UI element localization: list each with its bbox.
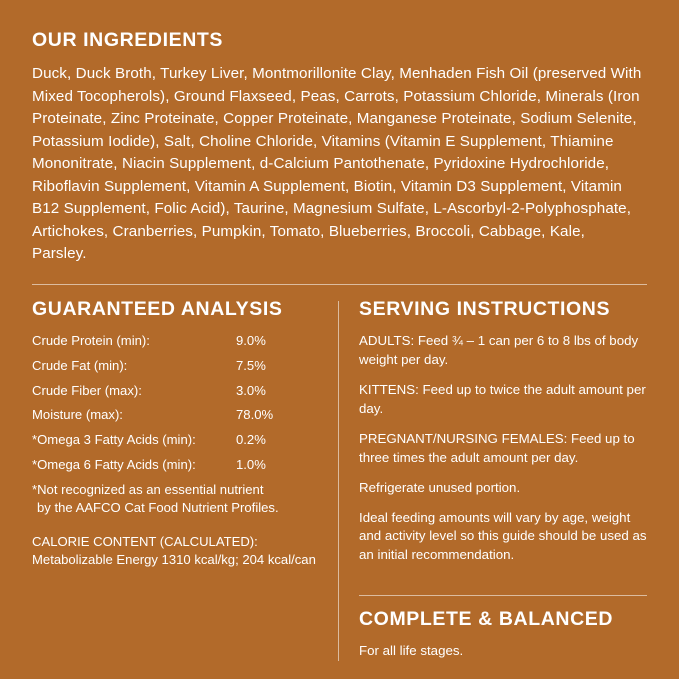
spacer <box>359 576 647 587</box>
nutrient-name: Crude Protein (min): <box>32 333 150 349</box>
guaranteed-analysis-title: GUARANTEED ANALYSIS <box>32 297 283 320</box>
serving-instruction-item: PREGNANT/NURSING FEMALES: Feed up to three times the adult amount per day. <box>359 430 635 465</box>
horizontal-divider <box>32 284 647 285</box>
table-row <box>32 357 320 382</box>
nutrient-name: Crude Fiber (max): <box>32 382 142 398</box>
serving-instruction-item: Ideal feeding amounts will vary by age, weight and activity level so this guide should be used as an initial recommendation. <box>359 509 647 563</box>
calorie-content-title: CALORIE CONTENT (CALCULATED): <box>32 533 258 549</box>
nutrient-value: 7.5% <box>236 358 266 374</box>
guaranteed-analysis-table <box>32 332 320 480</box>
calorie-content-value: Metabolizable Energy 1310 kcal/kg; 204 kcal/can <box>32 552 316 568</box>
serving-instruction-item: ADULTS: Feed ¾ – 1 can per 6 to 8 lbs of body weight per day. <box>359 333 639 368</box>
nutrient-value: 0.2% <box>236 432 266 448</box>
guaranteed-analysis-section <box>32 299 338 661</box>
nutrient-value: 1.0% <box>236 456 266 472</box>
complete-balanced-title: COMPLETE & BALANCED <box>359 607 614 630</box>
aafco-footnote-line1: *Not recognized as an essential nutrient <box>32 482 264 498</box>
serving-balanced-divider <box>359 595 647 596</box>
calorie-content-block <box>32 533 320 570</box>
nutrient-value: 9.0% <box>236 333 266 349</box>
table-row <box>32 406 320 431</box>
ingredients-body: Duck, Duck Broth, Turkey Liver, Montmorillonite Clay, Menhaden Fish Oil (preserved With Mixed Tocopherols), Ground Flaxseed, Peas, Carrots, Potassium Chloride, Minerals (Iron Proteinate, Zinc Proteinate, Copper Proteinate, Manganese Proteinate, Sodium Selenite, Potassium Iodide), Salt, Choline Chloride, Vitamins (Vitamin E Supplement, Thiamine Mononitrate, Niacin Supplement, d-Calcium Pantothenate, Pyridoxine Hydrochloride, Riboflavin Supplement, Vitamin A Supplement, Biotin, Vitamin D3 Supplement, Vitamin B12 Supplement, Folic Acid), Taurine, Magnesium Sulfate, L-Ascorbyl-2-Polyphosphate, Artichokes, Cranberries, Pumpkin, Tomato, Blueberries, Broccoli, Cabbage, Kale, Parsley. <box>32 65 642 263</box>
nutrient-name: Moisture (max): <box>32 407 123 423</box>
table-row <box>32 382 320 407</box>
aafco-footnote-line2: by the AAFCO Cat Food Nutrient Profiles. <box>37 500 279 516</box>
serving-instruction-item: Refrigerate unused portion. <box>359 479 521 495</box>
serving-instruction-item: KITTENS: Feed up to twice the adult amount per day. <box>359 382 646 416</box>
table-row <box>32 456 320 481</box>
nutrient-value: 78.0% <box>236 407 274 423</box>
lower-columns <box>32 299 647 661</box>
nutrient-name: *Omega 6 Fatty Acids (min): <box>32 456 196 472</box>
ingredients-title: OUR INGREDIENTS <box>32 29 224 51</box>
complete-balanced-subtitle: For all life stages. <box>359 643 464 659</box>
table-row <box>32 332 320 357</box>
nutrient-name: *Omega 3 Fatty Acids (min): <box>32 432 196 448</box>
serving-instructions-title: SERVING INSTRUCTIONS <box>359 297 611 320</box>
nutrient-name: Crude Fat (min): <box>32 358 128 374</box>
nutrient-value: 3.0% <box>236 382 266 398</box>
aafco-footnote <box>32 481 320 517</box>
serving-and-balanced-section <box>339 299 647 661</box>
table-row <box>32 431 320 456</box>
